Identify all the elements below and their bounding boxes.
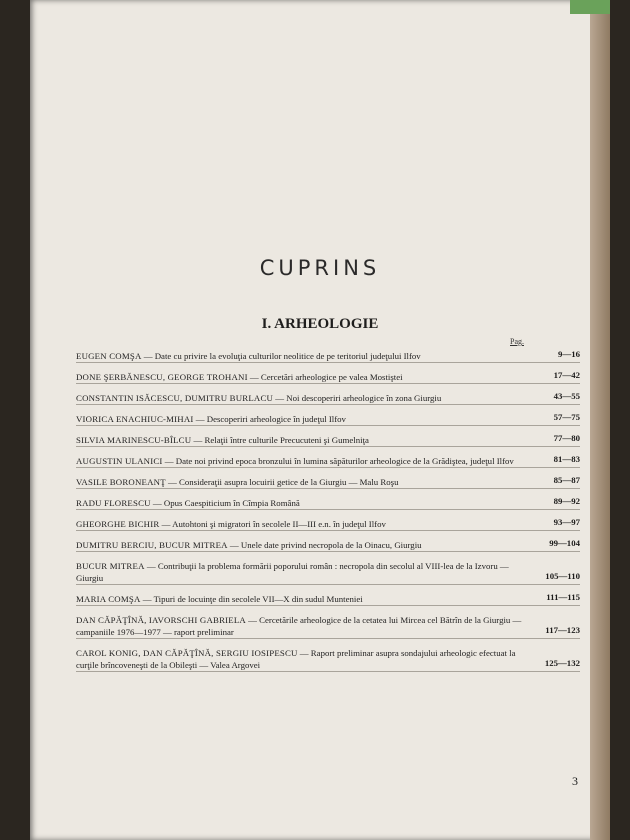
- toc-entry: [76, 497, 580, 510]
- toc-entry: [76, 647, 580, 672]
- toc-pages: 117—123: [545, 625, 580, 635]
- toc-title: — Date noi privind epoca bronzului în lumina săpăturilor arheologice de la Grădiştea, judeţul Ilfov: [162, 456, 514, 466]
- toc-pages: 57—75: [553, 412, 580, 422]
- page-number: 3: [572, 774, 578, 788]
- toc-entry: [76, 593, 580, 606]
- toc-pages: 105—110: [545, 571, 580, 581]
- toc-title: — Cercetările arheologice de la cetatea lui Mircea cel Bătrîn de la Giurgiu — campaniile 1976—1977 — raport preliminar: [76, 615, 522, 637]
- toc-author: AUGUSTIN ULANICI: [76, 456, 163, 466]
- toc-entry: [76, 560, 580, 585]
- toc-author: VIORICA ENACHIUC-MIHAI: [76, 414, 194, 424]
- toc-entry: [76, 614, 580, 639]
- toc-title: — Opus Caespiticium în Cîmpia Română: [150, 498, 300, 508]
- toc-author: RADU FLORESCU: [76, 498, 151, 508]
- toc-title: — Descoperiri arheologice în judeţul Ilfov: [193, 414, 346, 424]
- pag-label: Pag.: [510, 337, 524, 346]
- toc-pages: 99—104: [549, 538, 580, 548]
- toc-title: — Consideraţii asupra locuirii getice de la Giurgiu — Malu Roşu: [165, 477, 399, 487]
- page-edge-strip: [590, 0, 610, 840]
- toc-pages: 85—87: [553, 475, 580, 485]
- toc-entry: [76, 350, 580, 363]
- toc-pages: 77—80: [553, 433, 580, 443]
- toc-author: CONSTANTIN ISĂCESCU, DUMITRU BURLACU: [76, 393, 274, 403]
- toc-entry: [76, 434, 580, 447]
- toc-entry: [76, 371, 580, 384]
- toc-title: — Raport preliminar asupra sondajului arheologic efectuat la curţile brîncoveneşti de la Obileşti — Valea Argovei: [76, 648, 516, 670]
- toc-entry: [76, 476, 580, 489]
- toc-title: — Contribuţii la problema formării poporului român : necropola din secolul al VIII-lea de la Izvoru — Giurgiu: [76, 561, 509, 583]
- toc-title: — Tipuri de locuinţe din secolele VII—X din sudul Munteniei: [140, 594, 363, 604]
- toc-author: DONE ŞERBĂNESCU, GEORGE TROHANI: [76, 372, 248, 382]
- toc-author: MARIA COMŞA: [76, 594, 141, 604]
- toc-pages: 43—55: [553, 391, 580, 401]
- section-title: I. ARHEOLOGIE: [261, 316, 379, 332]
- toc-title: — Autohtoni şi migratori în secolele II—III e.n. în judeţul Ilfov: [159, 519, 386, 529]
- toc-pages: 125—132: [544, 658, 580, 668]
- toc-author: GHEORGHE BICHIR: [76, 519, 160, 529]
- toc-author: CAROL KONIG, DAN CĂPĂŢÎNĂ, SERGIU IOSIPESCU: [76, 648, 298, 658]
- toc-author: EUGEN COMŞA: [76, 351, 142, 361]
- toc-title: — Cercetări arheologice pe valea Mostiştei: [247, 372, 403, 382]
- toc-title: — Date cu privire la evoluţia culturilor neolitice de pe teritoriul judeţului Ilfov: [141, 351, 421, 361]
- toc-pages: 81—83: [553, 454, 580, 464]
- toc-author: VASILE BORONEANŢ: [76, 477, 166, 487]
- page-title: CUPRINS: [259, 256, 381, 280]
- toc-title: — Unele date privind necropola de la Oinacu, Giurgiu: [227, 540, 422, 550]
- toc-author: DUMITRU BERCIU, BUCUR MITREA: [76, 540, 228, 550]
- toc-author: DAN CĂPĂŢÎNĂ, IAVORSCHI GABRIELA: [76, 615, 246, 625]
- table-of-contents: [76, 350, 580, 672]
- toc-author: SILVIA MARINESCU-BÎLCU: [76, 435, 192, 445]
- toc-author: BUCUR MITREA: [76, 561, 145, 571]
- toc-pages: 89—92: [553, 496, 580, 506]
- book-page: [30, 0, 610, 840]
- toc-pages: 9—16: [558, 349, 580, 359]
- toc-entry: [76, 392, 580, 405]
- toc-entry: [76, 455, 580, 468]
- toc-entry: [76, 413, 580, 426]
- toc-title: — Noi descoperiri arheologice în zona Giurgiu: [273, 393, 442, 403]
- toc-pages: 17—42: [553, 370, 580, 380]
- toc-pages: 111—115: [546, 592, 580, 602]
- toc-entry: [76, 518, 580, 531]
- bookmark-tab: [570, 0, 610, 14]
- toc-entry: [76, 539, 580, 552]
- toc-pages: 93—97: [553, 517, 580, 527]
- toc-title: — Relaţii între culturile Precucuteni şi Gumelniţa: [191, 435, 369, 445]
